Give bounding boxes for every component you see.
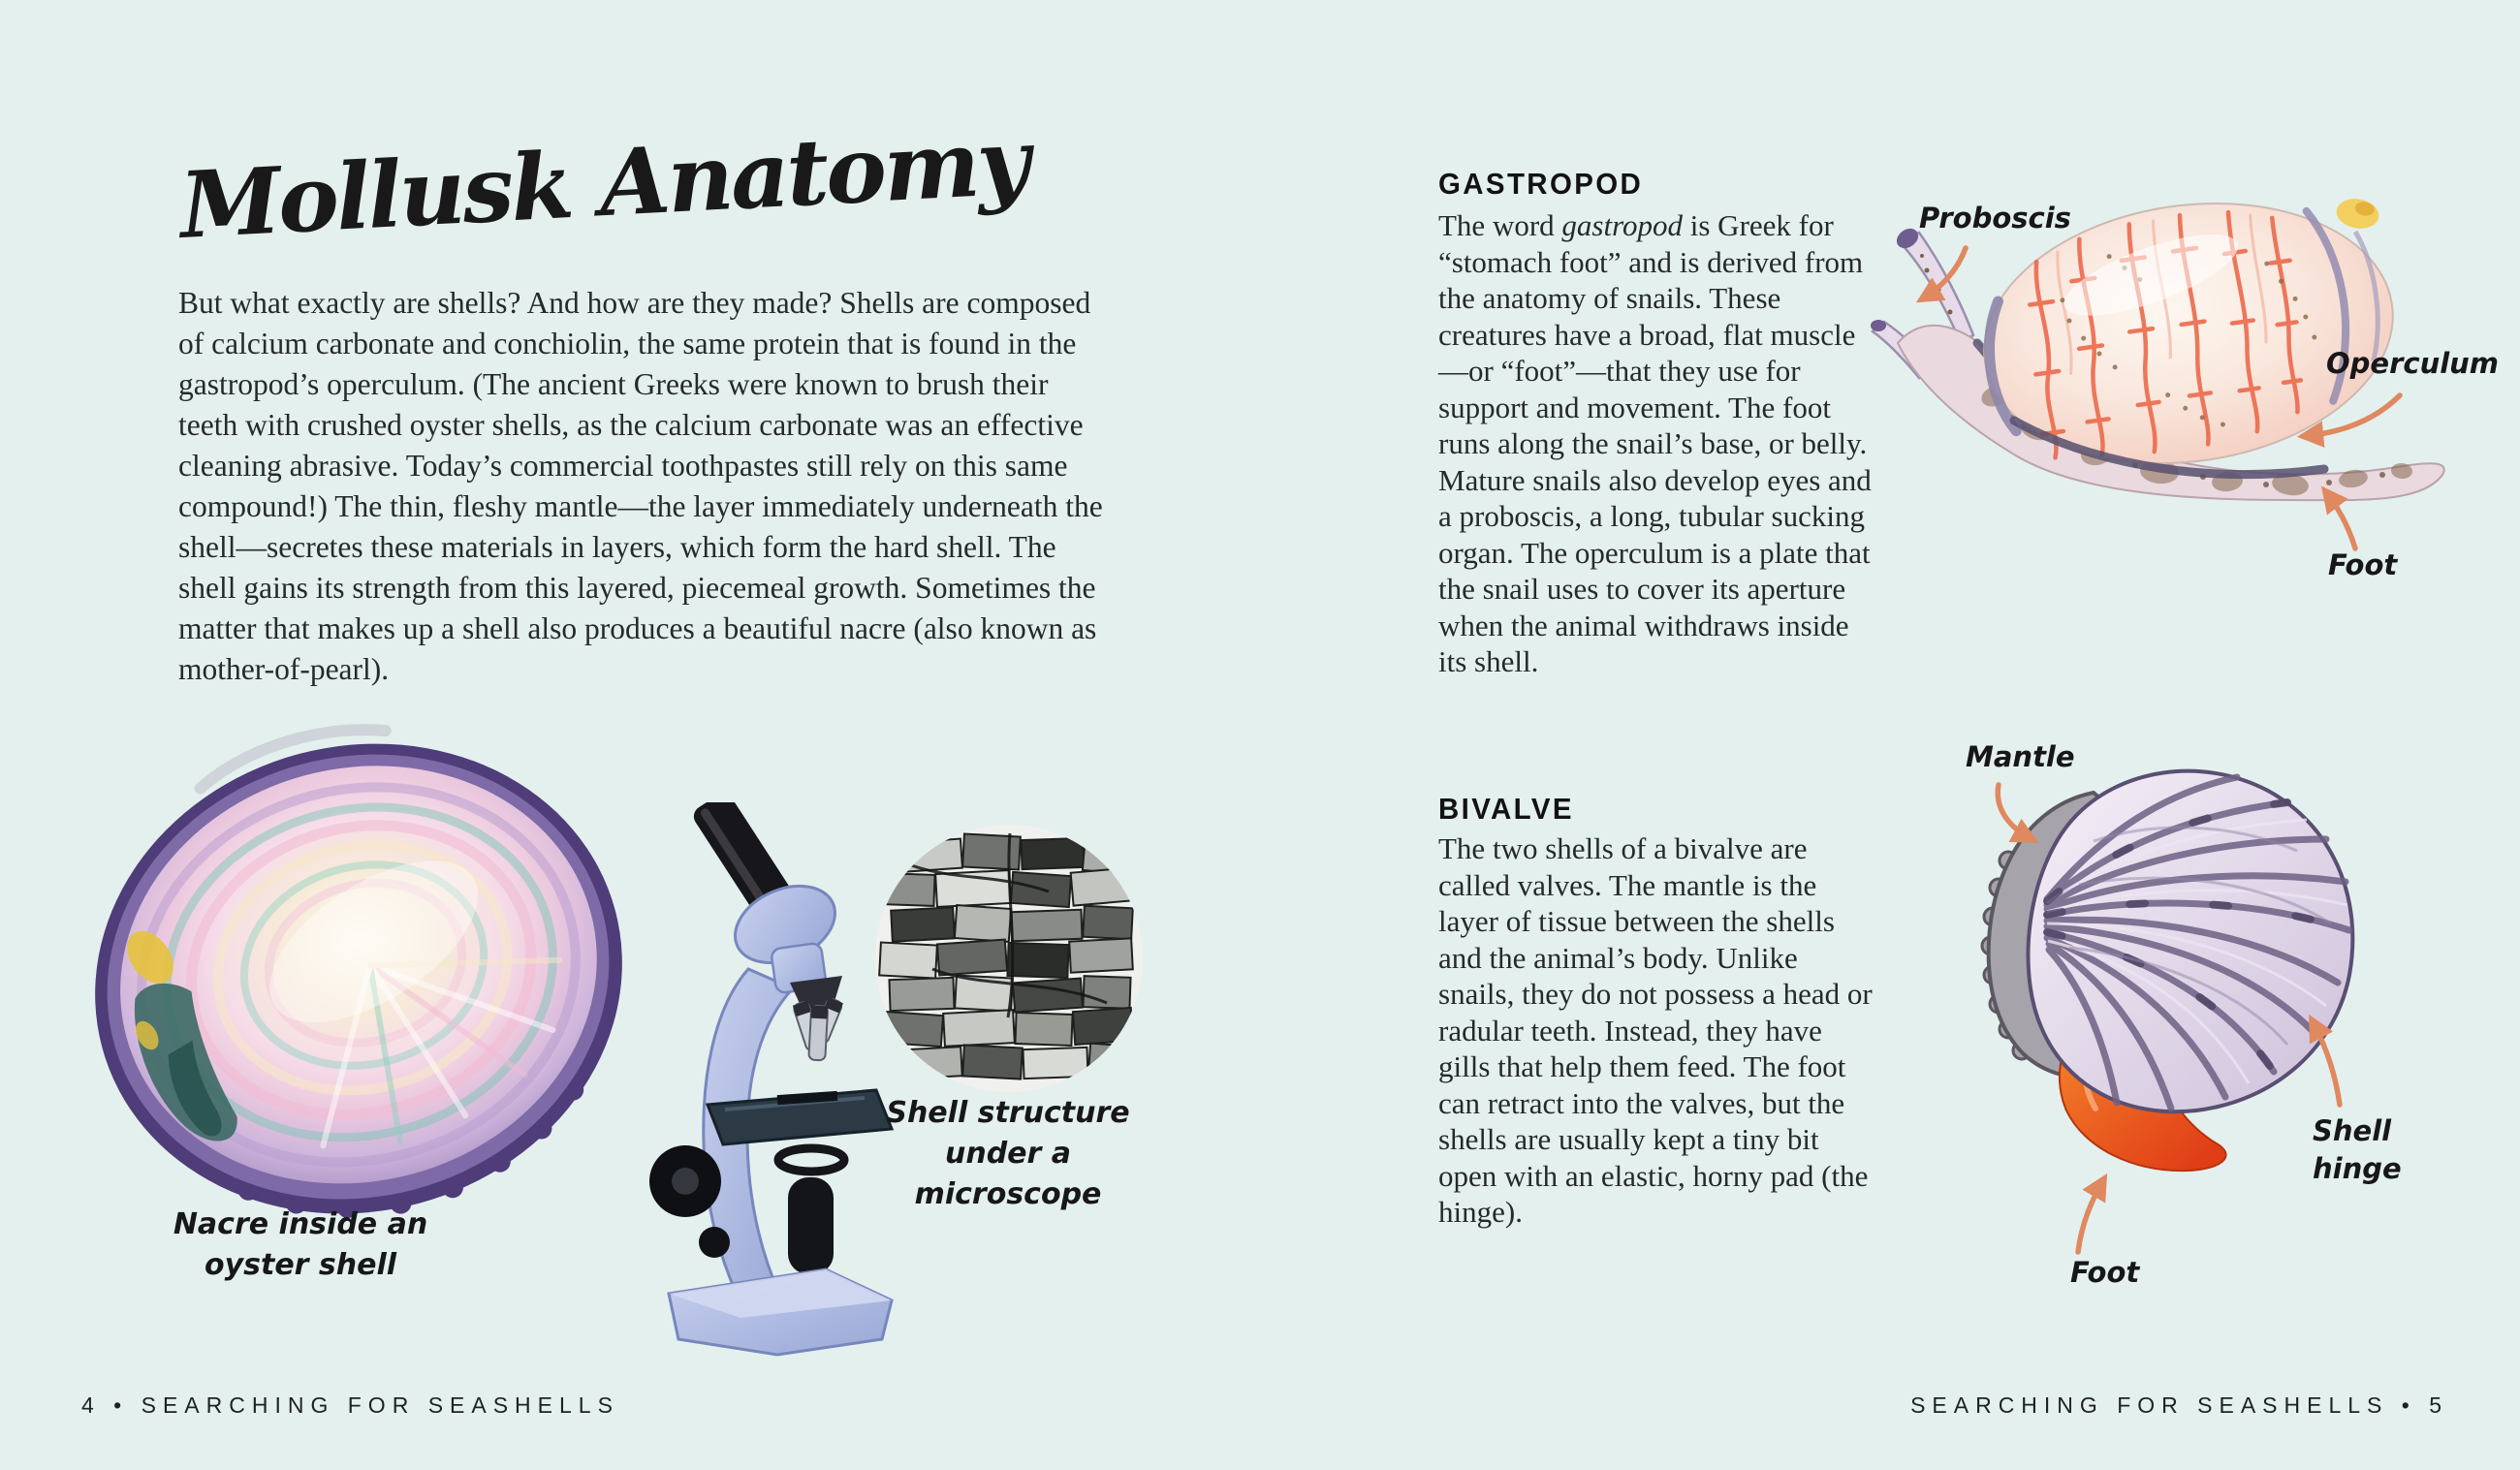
bivalve-foot-arrow-icon bbox=[2078, 1180, 2103, 1252]
oyster-caption-line2: oyster shell bbox=[204, 1248, 397, 1282]
label-snail-foot: Foot bbox=[2328, 548, 2398, 581]
page-title: Mollusk Anatomy bbox=[177, 109, 1030, 260]
footer-right: SEARCHING FOR SEASHELLS • 5 bbox=[1910, 1392, 2448, 1418]
label-mantle: Mantle bbox=[1966, 740, 2075, 773]
oyster-caption bbox=[160, 1204, 441, 1286]
oyster-shell-illustration bbox=[78, 683, 645, 1279]
gastropod-term: gastropod bbox=[1561, 208, 1683, 242]
snail-illustration bbox=[1869, 188, 2489, 605]
objective-lenses-icon bbox=[793, 997, 843, 1060]
intro-paragraph: But what exactly are shells? And how are they made? Shells are composed of calcium carbonate and conchiolin, the same protein that is found in the gastropod’s operculum. (The ancient Greeks were known to brush their teeth with crushed oyster shells, as the calcium carbonate was an effective cleaning abrasive. Today’s commercial toothpastes still rely on this same compound!) The thin, fleshy mantle—the layer immediately underneath the shell—secretes these materials in layers, which form the hard shell. The shell gains its strength from this layered, piecemeal growth. Sometimes the matter that makes up a shell also produces a beautiful nacre (also known as mother-of-pearl). bbox=[178, 286, 1103, 686]
label-shell-hinge bbox=[2313, 1112, 2402, 1188]
micrograph-caption-line2: under a microscope bbox=[914, 1137, 1102, 1211]
bivalve-heading: BIVALVE bbox=[1438, 792, 1574, 826]
micrograph-caption bbox=[863, 1093, 1153, 1215]
gastropod-text-post: is Greek for “stomach foot” and is derived from the anatomy of snails. These creatures have a broad, flat muscle—or “foot”—that they use for support and movement. The foot runs along the snail’s base, or belly. Mature snails also develop eyes and a proboscis, a long, tubular sucking organ. The operculum is a plate that the snail uses to cover its aperture when the animal withdraws inside its shell. bbox=[1438, 208, 1872, 678]
label-operculum: Operculum bbox=[2326, 347, 2500, 380]
label-proboscis: Proboscis bbox=[1919, 202, 2071, 235]
bivalve-shell bbox=[2028, 771, 2352, 1112]
oyster-caption-line1: Nacre inside an bbox=[173, 1207, 428, 1241]
micrograph-caption-line1: Shell structure bbox=[886, 1096, 1130, 1130]
gastropod-heading: GASTROPOD bbox=[1438, 167, 1644, 201]
shell-micrograph bbox=[874, 824, 1144, 1093]
bivalve-illustration bbox=[1948, 725, 2404, 1306]
footer-left: 4 • SEARCHING FOR SEASHELLS bbox=[81, 1392, 619, 1418]
label-shell-hinge-line1: Shell bbox=[2313, 1114, 2392, 1147]
label-shell-hinge-line2: hinge bbox=[2313, 1152, 2402, 1186]
bivalve-paragraph: The two shells of a bivalve are called valves. The mantle is the layer of tissue between the shells and the animal’s body. Unlike snails, they do not possess a head or radular teeth. Instead, they have gills that help them feed. The foot can retract into the valves, but the shells are usually kept a tiny bit open with an elastic, horny pad (the hinge). bbox=[1438, 831, 1873, 1229]
gastropod-text-pre: The word bbox=[1438, 208, 1562, 242]
label-bivalve-foot: Foot bbox=[2070, 1256, 2140, 1289]
gastropod-paragraph bbox=[1438, 207, 1873, 680]
